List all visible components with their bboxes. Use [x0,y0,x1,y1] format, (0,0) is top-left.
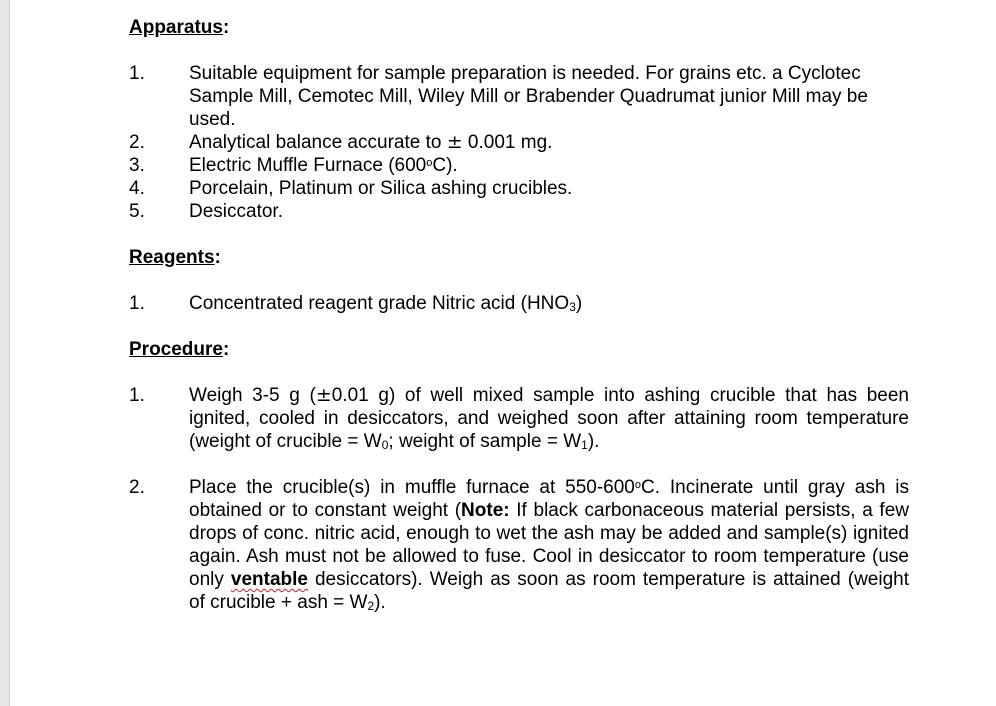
item-text: Electric Muffle Furnace (600$^o$C). [189,155,458,176]
apparatus-heading-colon: : [222,17,230,38]
item-number: 4. [129,178,145,199]
reagents-heading [129,246,909,269]
subscript: 3 [569,300,576,314]
procedure-heading [129,338,909,361]
subscript: 2 [367,599,375,613]
item-number: 2. [129,132,145,153]
spellcheck-flagged-word[interactable]: ventable [230,569,308,590]
item-text: Desiccator. [189,201,283,222]
procedure-heading-text: Procedure [129,339,223,360]
page-left-margin [0,0,10,706]
plus-minus-symbol: ± [446,131,463,153]
item-number: 3. [129,155,145,176]
item-text: Place the crucible(s) in muffle furnace at 550-600$^o$C. Incinerate until gray ash is obtained or to constant weight (Note: If black carbonaceous material persists, a few drops of conc. nitric acid, enough to wet the ash may be added and sample(s) ignited again. Ash must not be allowed to fuse. Cool in desiccator to room temperature (use only ventable desiccators). Weigh as soon as room temperature is attained (weight of crucible + ash = $W_2$). [189,477,909,613]
apparatus-heading-text: Apparatus [129,17,223,38]
list-item [129,292,909,315]
subscript: 0 [381,438,389,452]
list-item [129,476,909,614]
item-number: 2. [129,477,145,498]
list-item [129,384,909,453]
item-number: 5. [129,201,145,222]
note-label: Note: [461,500,510,521]
item-text: Weigh 3-5 g (±0.01 g) of well mixed sample into ashing crucible that has been ignited, cooled in desiccators, and weighed soon after attaining room temperature (weight of crucible = $W_0$; weight of sample = $W_1$). [189,384,909,452]
procedure-list [129,384,909,614]
apparatus-heading [129,16,909,39]
apparatus-list [129,62,909,223]
list-item [129,131,909,154]
list-item [129,154,909,177]
item-text: Porcelain, Platinum or Silica ashing crucibles. [189,178,573,199]
item-text: Suitable equipment for sample preparation is needed. For grains etc. a Cyclotec Sample Mill, Cemotec Mill, Wiley Mill or Brabender Quadrumat junior Mill may be used. [189,63,868,130]
item-number: 1. [129,63,145,84]
reagents-list [129,292,909,315]
item-text: Concentrated reagent grade Nitric acid $(HNO_3)$ [189,293,583,314]
item-number: 1. [129,293,145,314]
subscript: 1 [581,438,588,452]
reagents-heading-text: Reagents [129,247,215,268]
degree-mark: o [426,157,433,169]
reagents-heading-colon: : [214,247,221,268]
list-item [129,62,909,131]
item-text: Analytical balance accurate to ± 0.001 mg. [189,131,553,153]
item-number: 1. [129,385,145,406]
list-item [129,200,909,223]
plus-minus-symbol: ± [315,384,332,406]
document-body [129,16,909,614]
procedure-heading-colon: : [222,339,230,360]
list-item [129,177,909,200]
degree-mark: o [634,479,641,491]
